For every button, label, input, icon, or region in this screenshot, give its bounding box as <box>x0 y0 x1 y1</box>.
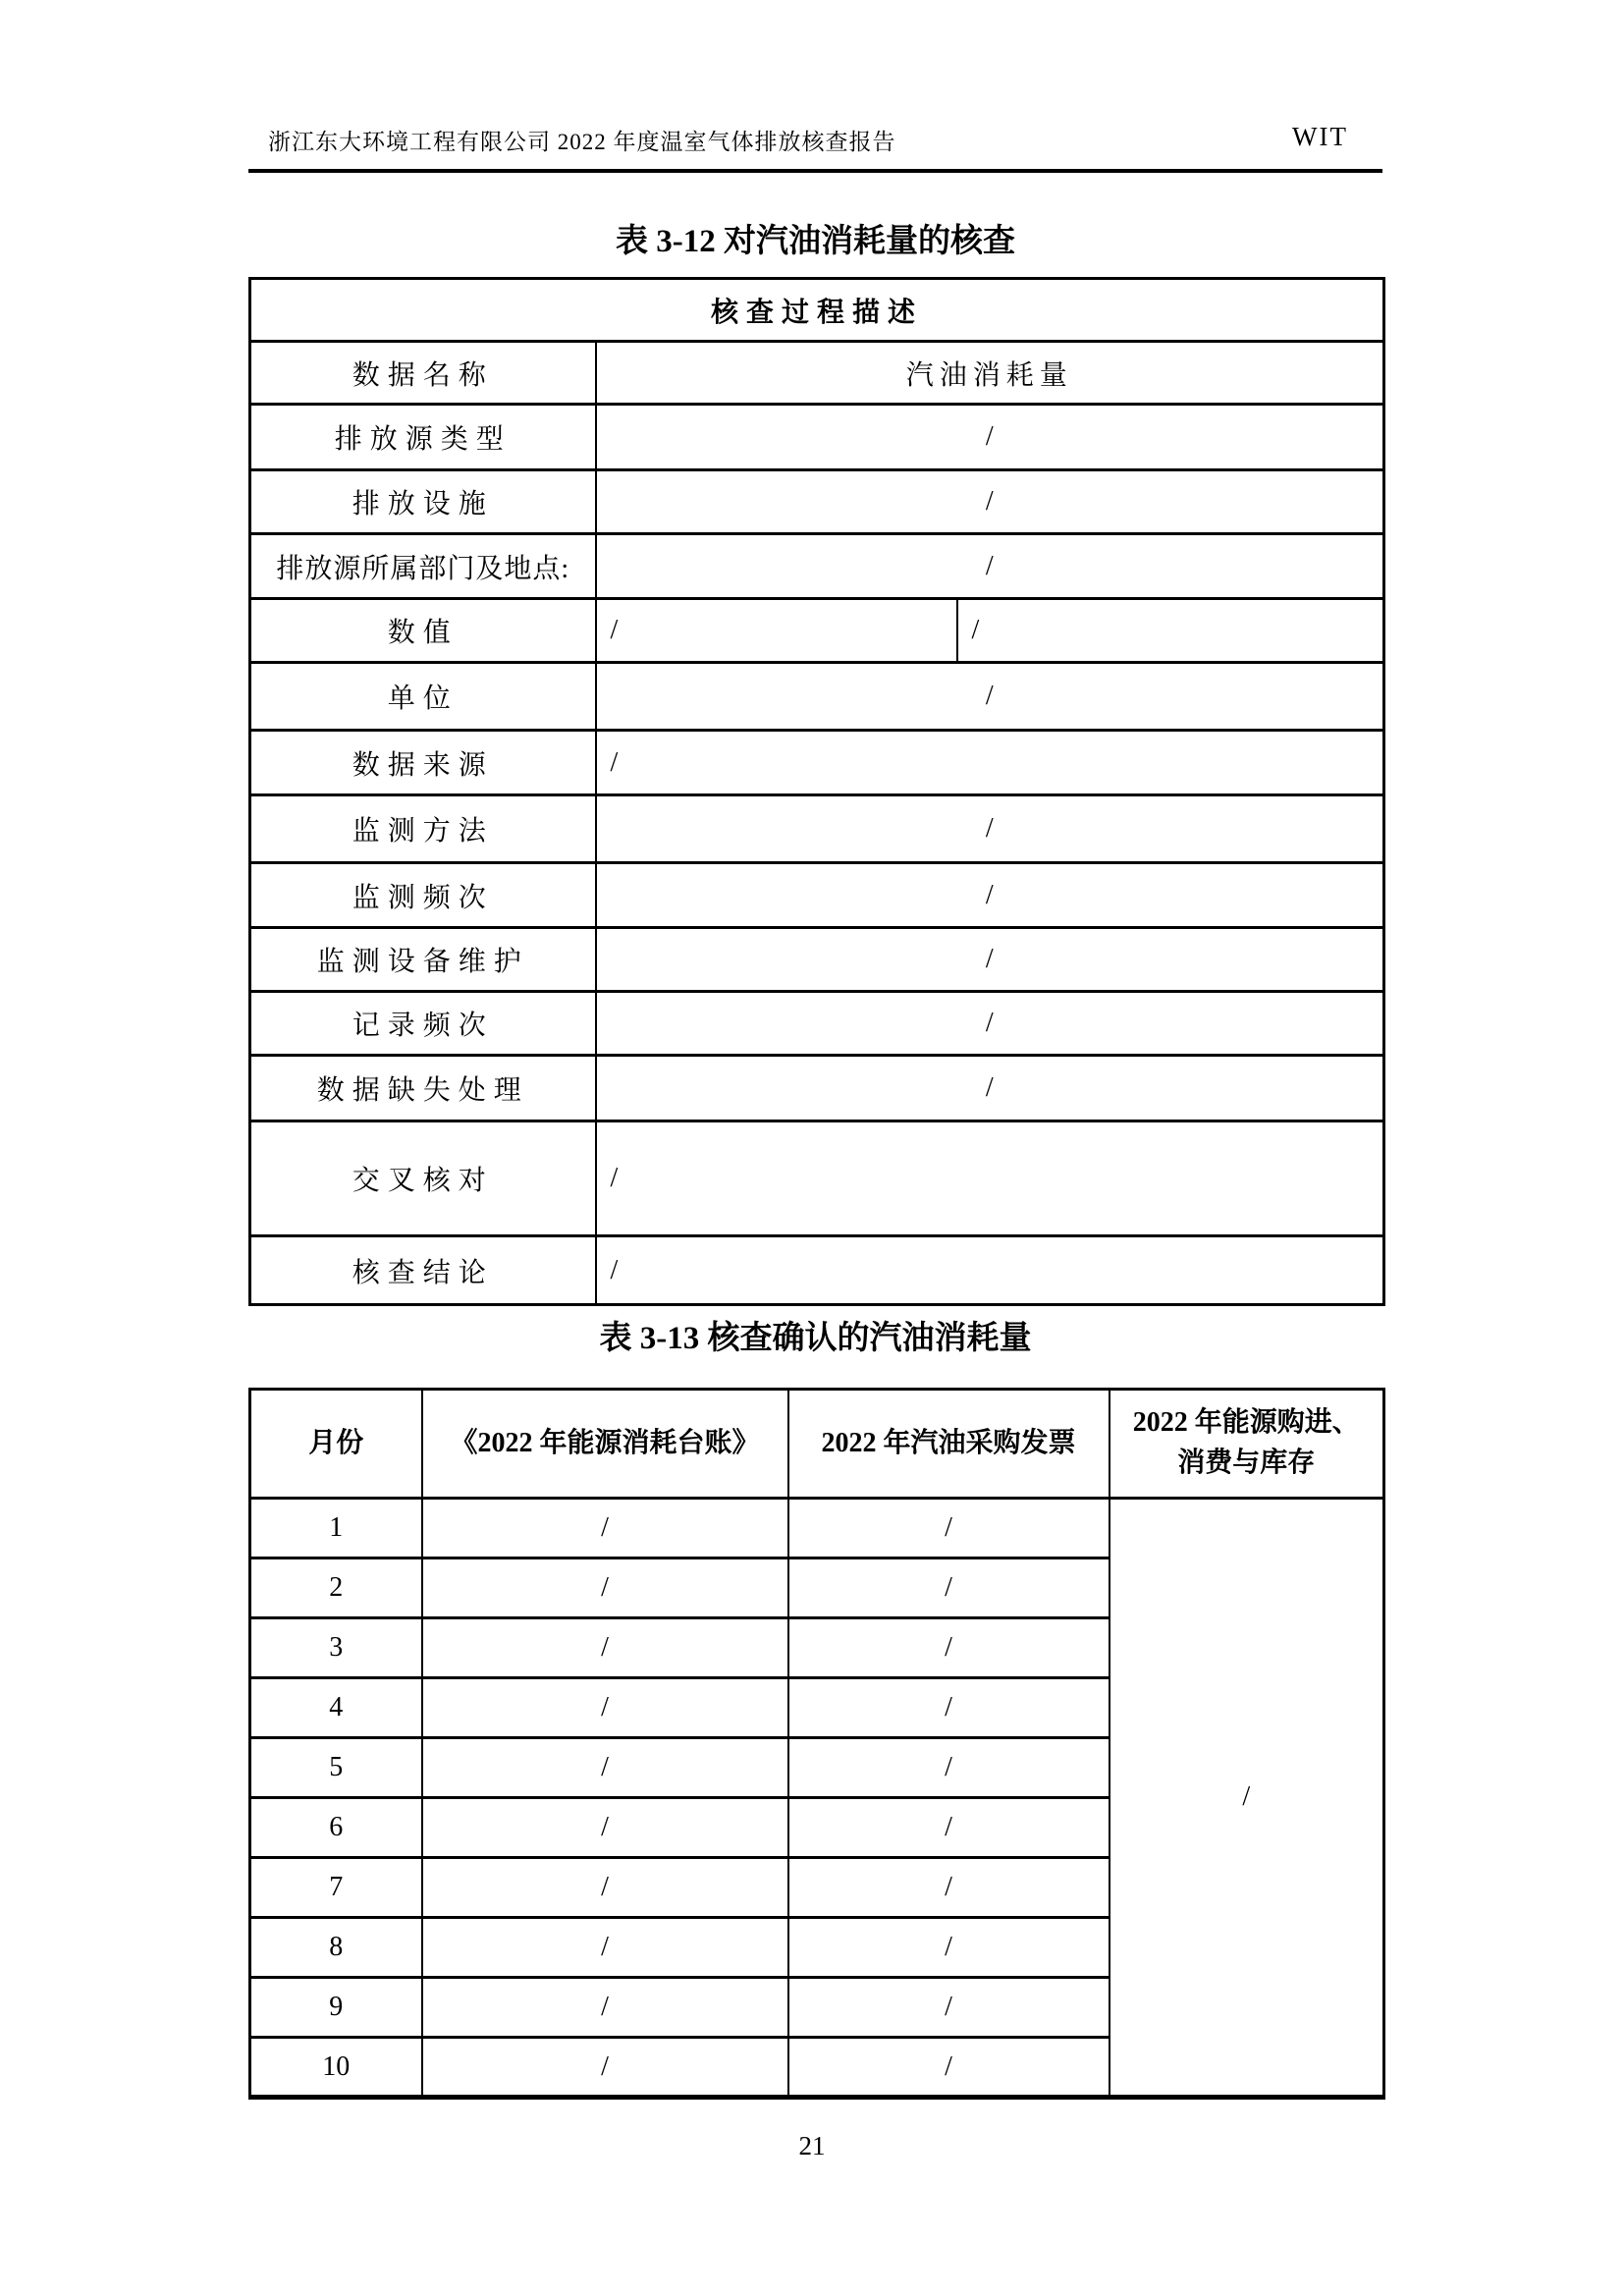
row-label: 排放设施 <box>250 470 596 534</box>
table-row <box>250 663 1384 731</box>
table-row <box>250 928 1384 992</box>
row-label: 排放源所属部门及地点: <box>250 534 596 599</box>
row-label: 数值 <box>250 599 596 663</box>
row-value: / <box>596 1121 1384 1236</box>
row-label: 数据来源 <box>250 731 596 795</box>
table-row <box>250 470 1384 534</box>
month-cell: 8 <box>250 1918 422 1978</box>
invoice-cell: / <box>788 1978 1110 2038</box>
row-value: / <box>596 405 1384 470</box>
row-value: / <box>596 534 1384 599</box>
row-label: 监测方法 <box>250 795 596 863</box>
row-label: 排放源类型 <box>250 405 596 470</box>
ledger-cell: / <box>422 1558 788 1618</box>
row-label: 数据缺失处理 <box>250 1056 596 1121</box>
merged-energy-stock-cell: / <box>1110 1499 1384 2098</box>
table-row <box>250 1236 1384 1305</box>
ledger-cell: / <box>422 1499 788 1558</box>
table-3-13 <box>248 1388 1385 2100</box>
month-cell: 7 <box>250 1858 422 1918</box>
ledger-cell: / <box>422 1678 788 1738</box>
row-label: 交叉核对 <box>250 1121 596 1236</box>
invoice-cell: / <box>788 1918 1110 1978</box>
row-value: / <box>596 731 1384 795</box>
month-cell: 2 <box>250 1558 422 1618</box>
column-header-ledger: 《2022 年能源消耗台账》 <box>422 1390 788 1499</box>
table-row <box>250 342 1384 405</box>
row-label: 单位 <box>250 663 596 731</box>
month-cell: 4 <box>250 1678 422 1738</box>
row-label: 监测频次 <box>250 863 596 928</box>
column-header-invoice: 2022 年汽油采购发票 <box>788 1390 1110 1499</box>
month-cell: 10 <box>250 2038 422 2098</box>
row-value: / <box>596 928 1384 992</box>
row-value: / <box>596 663 1384 731</box>
row-value: / <box>596 1236 1384 1305</box>
month-cell: 1 <box>250 1499 422 1558</box>
row-value: / <box>596 863 1384 928</box>
table-row <box>250 992 1384 1056</box>
row-value: 汽油消耗量 <box>596 342 1384 405</box>
ledger-cell: / <box>422 2038 788 2098</box>
invoice-cell: / <box>788 2038 1110 2098</box>
table-row <box>250 863 1384 928</box>
page-number: 21 <box>798 2131 826 2160</box>
month-cell: 9 <box>250 1978 422 2038</box>
column-header-month: 月份 <box>250 1390 422 1499</box>
table-row <box>250 1056 1384 1121</box>
row-value: / <box>596 795 1384 863</box>
ledger-cell: / <box>422 1618 788 1678</box>
invoice-cell: / <box>788 1558 1110 1618</box>
month-cell: 6 <box>250 1798 422 1858</box>
invoice-cell: / <box>788 1678 1110 1738</box>
row-label: 记录频次 <box>250 992 596 1056</box>
row-value: / <box>596 1056 1384 1121</box>
month-cell: 5 <box>250 1738 422 1798</box>
header-document-title: 浙江东大环境工程有限公司 2022 年度温室气体排放核查报告 <box>268 130 896 154</box>
table-row <box>250 795 1384 863</box>
ledger-cell: / <box>422 1918 788 1978</box>
row-value: / <box>596 470 1384 534</box>
invoice-cell: / <box>788 1798 1110 1858</box>
table-3-13-caption: 表 3-13 核查确认的汽油消耗量 <box>599 1321 1032 1356</box>
table-row <box>250 279 1384 342</box>
table-3-12 <box>248 277 1385 1306</box>
invoice-cell: / <box>788 1618 1110 1678</box>
row-value: / <box>596 992 1384 1056</box>
row-label: 监测设备维护 <box>250 928 596 992</box>
row-value: / <box>596 599 957 663</box>
table-header-row <box>250 1390 1384 1499</box>
section-header-cell: 核查过程描述 <box>250 279 1384 342</box>
row-value-2: / <box>957 599 1384 663</box>
invoice-cell: / <box>788 1499 1110 1558</box>
ledger-cell: / <box>422 1978 788 2038</box>
invoice-cell: / <box>788 1858 1110 1918</box>
ledger-cell: / <box>422 1858 788 1918</box>
column-header-energy-stock: 2022 年能源购进、消费与库存 <box>1110 1390 1384 1499</box>
table-row <box>250 405 1384 470</box>
ledger-cell: / <box>422 1738 788 1798</box>
invoice-cell: / <box>788 1738 1110 1798</box>
table-row <box>250 1121 1384 1236</box>
row-label: 核查结论 <box>250 1236 596 1305</box>
month-cell: 3 <box>250 1618 422 1678</box>
table-row <box>250 599 1384 663</box>
header-rule <box>248 169 1382 173</box>
table-row <box>250 1499 1384 1558</box>
row-label: 数据名称 <box>250 342 596 405</box>
table-3-12-caption: 表 3-12 对汽油消耗量的核查 <box>616 224 1015 259</box>
table-row <box>250 534 1384 599</box>
table-row <box>250 731 1384 795</box>
header-org-mark: WIT <box>1292 122 1348 151</box>
ledger-cell: / <box>422 1798 788 1858</box>
